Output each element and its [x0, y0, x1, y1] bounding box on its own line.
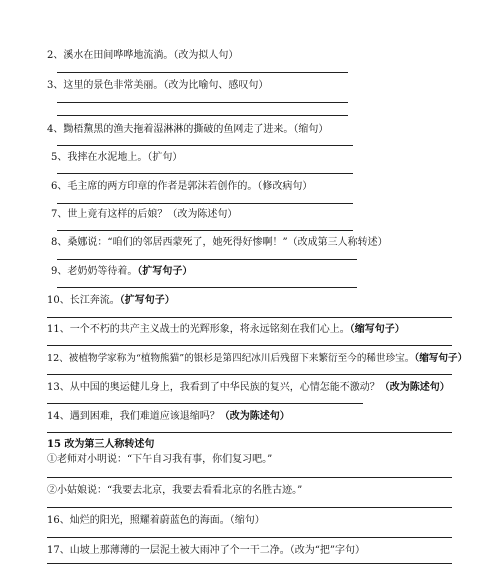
question-10-text: 10、长江奔流。 — [47, 295, 120, 306]
question-9-text: 9、老奶奶等待着。 — [51, 266, 138, 277]
question-8: 8、桑娜说：“咱们的邻居西蒙死了，她死得好惨啊！”（改成第三人称转述） — [51, 237, 388, 248]
answer-line — [57, 203, 353, 204]
question-11-tag: （缩写句子） — [349, 324, 405, 335]
answer-line — [47, 317, 452, 318]
question-12-tag: （缩写句子） — [414, 353, 468, 364]
question-4: 4、黝梧黧黑的渔夫拖着湿淋淋的撕破的鱼网走了进来。（缩句） — [47, 124, 329, 135]
question-11-text: 11、一个不朽的共产主义战士的光辉形象，将永远铭刻在我们心上。 — [47, 324, 350, 335]
question-12 — [47, 353, 467, 365]
question-12-text: 12、被植物学家称为“植物熊猫”的银杉是第四纪冰川后残留下来繁衍至今的稀世珍宝。 — [47, 353, 415, 364]
question-3: 3、这里的景色非常美丽。（改为比喻句、感叹句） — [47, 80, 269, 91]
answer-line — [47, 432, 452, 433]
question-13-tag: （改为陈述句） — [379, 382, 450, 393]
question-2: 2、溪水在田间哗哗地流淌。（改为拟人句） — [47, 50, 239, 61]
section-15-heading: 15 改为第三人称转述句 — [47, 439, 155, 450]
answer-line — [57, 287, 357, 288]
answer-line — [47, 507, 452, 508]
question-10-tag: （扩写句子） — [119, 295, 175, 306]
answer-line — [57, 259, 357, 260]
section-15-item-1: ①老师对小明说：“下午自习我有事，你们复习吧。” — [47, 454, 273, 465]
question-14-tag: （改为陈述句） — [219, 411, 290, 422]
question-14 — [47, 411, 290, 423]
answer-line — [57, 145, 353, 146]
question-17: 17、山坡上那薄薄的一层泥土被大雨冲了个一干二净。（改为“把”字句） — [47, 545, 365, 556]
question-9-tag: （扩写句子） — [137, 266, 193, 277]
question-6: 6、毛主席的两方印章的作者是郭沫若创作的。（修改病句） — [51, 181, 313, 192]
question-13-text: 13、从中国的奥运健儿身上，我看到了中华民族的复兴，心情怎能不激动？ — [47, 382, 380, 393]
answer-line — [57, 173, 353, 174]
answer-line — [47, 374, 452, 375]
question-11 — [47, 324, 405, 336]
answer-line — [47, 403, 363, 404]
answer-line — [57, 72, 348, 73]
answer-line — [47, 537, 452, 538]
answer-line — [57, 115, 348, 116]
answer-line — [47, 477, 452, 478]
section-15-item-2: ②小姑娘说：“我要去北京，我要去看看北京的名胜古迹。” — [47, 485, 303, 496]
question-10 — [47, 295, 175, 307]
question-16: 16、灿烂的阳光，照耀着蔚蓝色的海面。（缩句） — [47, 515, 265, 526]
answer-line — [47, 563, 452, 564]
answer-line — [47, 345, 452, 346]
question-7: 7、世上竟有这样的后娘？（改为陈述句） — [51, 209, 238, 220]
question-13 — [47, 382, 450, 394]
question-14-text: 14、遇到困难，我们难道应该退缩吗？ — [47, 411, 220, 422]
answer-line — [57, 102, 348, 103]
answer-line — [57, 230, 353, 231]
question-5: 5、我摔在水泥地上。（扩句） — [51, 152, 183, 163]
question-9 — [51, 266, 192, 278]
